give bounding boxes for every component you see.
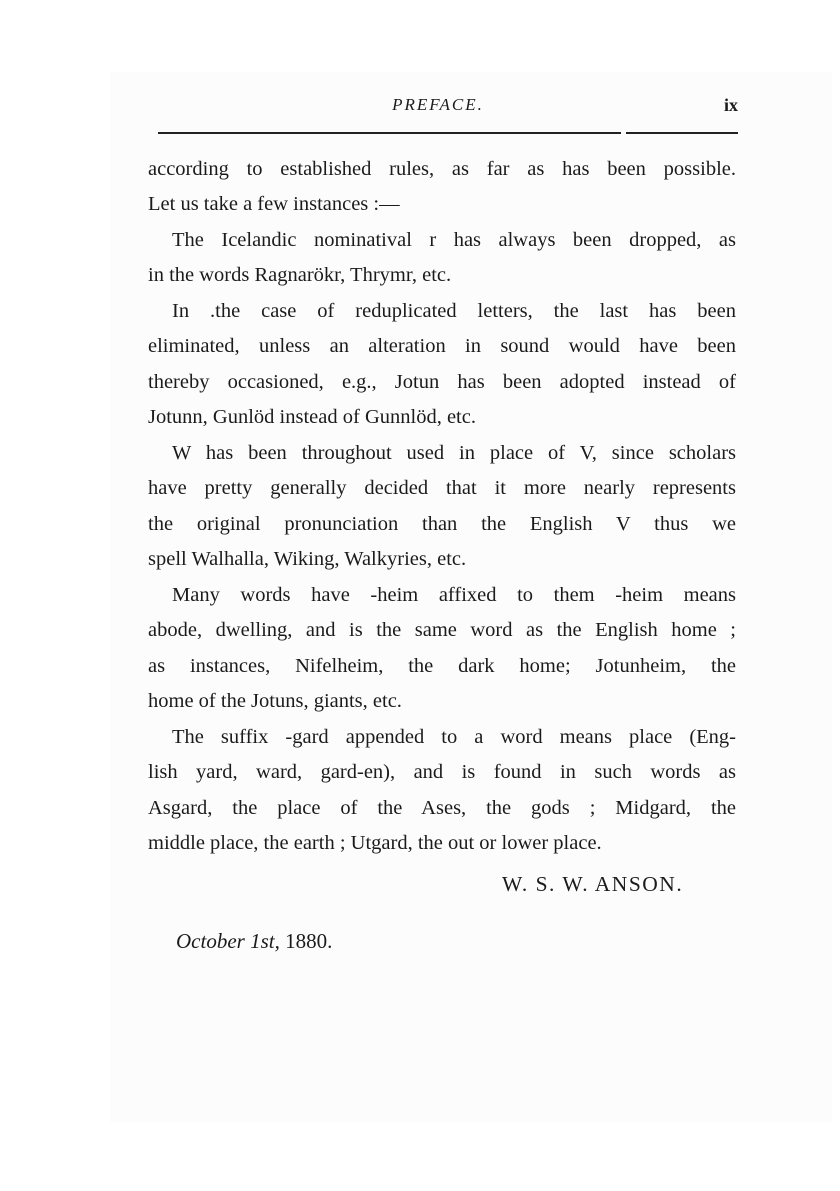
text-line: thereby occasioned, e.g., Jotun has been adopted instead of — [148, 371, 736, 393]
running-title: PREFACE. — [392, 95, 484, 114]
page-number: ix — [723, 95, 738, 115]
text-line: W has been throughout used in place of V, since scholars — [172, 442, 736, 464]
header-rule-short — [626, 132, 738, 134]
text-line: abode, dwelling, and is the same word as the English home ; — [148, 619, 736, 641]
date-line — [176, 929, 332, 954]
text-line: The Icelandic nominatival r has always been dropped, as — [172, 229, 736, 251]
text-line: eliminated, unless an alteration in sound would have been — [148, 335, 736, 357]
text-line: have pretty generally decided that it more nearly represents — [148, 477, 736, 499]
text-line: in the words Ragnarökr, Thrymr, etc. — [148, 264, 452, 286]
date-day: 1st, — [250, 929, 280, 953]
text-line: as instances, Nifelheim, the dark home; Jotunheim, the — [148, 655, 736, 677]
text-line: according to established rules, as far as has been possible. — [148, 158, 736, 180]
text-line: spell Walhalla, Wiking, Walkyries, etc. — [148, 548, 467, 570]
signature: W. S. W. ANSON. — [502, 872, 684, 896]
date-month: October — [176, 929, 245, 953]
text-line: the original pronunciation than the English V thus we — [148, 513, 736, 535]
text-line: Many words have -heim affixed to them -heim means — [172, 584, 736, 606]
text-line: lish yard, ward, gard-en), and is found in such words as — [148, 761, 736, 783]
text-line: Let us take a few instances :— — [148, 193, 400, 215]
header-rule-long — [158, 132, 621, 134]
text-line: The suffix -gard appended to a word means place (Eng- — [172, 726, 736, 748]
running-head — [138, 92, 738, 122]
text-line: In .the case of reduplicated letters, the last has been — [172, 300, 736, 322]
text-line: Asgard, the place of the Ases, the gods ; Midgard, the — [148, 797, 736, 819]
text-line: middle place, the earth ; Utgard, the out or lower place. — [148, 832, 602, 854]
text-line: home of the Jotuns, giants, etc. — [148, 690, 402, 712]
text-line: Jotunn, Gunlöd instead of Gunnlöd, etc. — [148, 406, 476, 428]
date-year: 1880. — [285, 929, 333, 953]
